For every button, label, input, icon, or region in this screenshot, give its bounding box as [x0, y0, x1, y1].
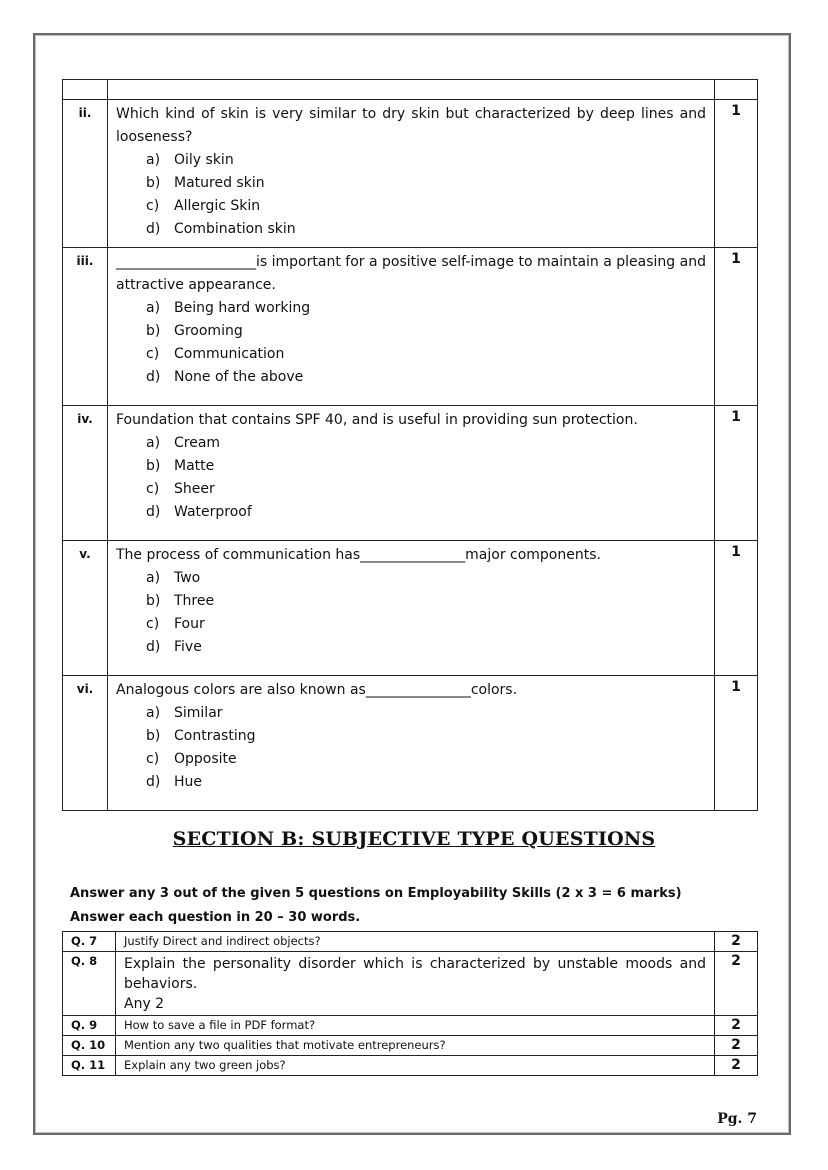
options-list: [116, 567, 706, 659]
instruction-line-2: Answer each question in 20 – 30 words.: [70, 910, 361, 925]
option-b: b) Matte: [146, 458, 215, 474]
question-row-v: [63, 541, 758, 676]
question-stem: The process of communication has_______________major components.: [116, 547, 601, 563]
question-number: v.: [63, 541, 108, 676]
option-a: a) Oily skin: [146, 152, 234, 168]
marks-value: 1: [715, 676, 758, 811]
question-stem: Analogous colors are also known as_______________colors.: [116, 682, 518, 698]
marks-value: 2: [715, 932, 758, 952]
question-stem: ____________________is important for a positive self-image to maintain a pleasing and attractive appearance.: [116, 254, 706, 293]
question-number: vi.: [63, 676, 108, 811]
question-text: Mention any two qualities that motivate entrepreneurs?: [116, 1036, 715, 1056]
question-number: Q. 8: [63, 952, 116, 1016]
marks-value: 1: [715, 541, 758, 676]
question-text: Explain the personality disorder which is characterized by unstable moods and behaviors.: [124, 956, 706, 992]
options-list: [116, 297, 706, 389]
option-d: d) Waterproof: [146, 504, 252, 520]
marks-value: 1: [715, 100, 758, 248]
marks-value: 2: [715, 1016, 758, 1036]
section-b-title: SECTION B: SUBJECTIVE TYPE QUESTIONS: [172, 828, 656, 850]
question-number: Q. 10: [63, 1036, 116, 1056]
instruction-line-1: Answer any 3 out of the given 5 questions on Employability Skills (2 x 3 = 6 marks): [70, 886, 682, 901]
question-note: Any 2: [124, 996, 165, 1012]
question-number: Q. 7: [63, 932, 116, 952]
marks-value: 1: [715, 248, 758, 406]
option-d: d) Five: [146, 639, 202, 655]
option-a: a) Being hard working: [146, 300, 311, 316]
option-c: c) Allergic Skin: [146, 198, 261, 214]
option-c: c) Four: [146, 616, 205, 632]
question-row-ii: [63, 100, 758, 248]
option-b: b) Matured skin: [146, 175, 265, 191]
question-stem: Foundation that contains SPF 40, and is useful in providing sun protection.: [116, 412, 638, 428]
options-list: [116, 432, 706, 524]
subjective-questions-table: [62, 931, 758, 1076]
page-number: Pg. 7: [717, 1111, 757, 1127]
marks-value: 2: [715, 952, 758, 1016]
question-stem: Which kind of skin is very similar to dry skin but characterized by deep lines and looseness?: [116, 106, 706, 145]
marks-value: 2: [715, 1036, 758, 1056]
table-row: [63, 952, 758, 1016]
marks-value: 2: [715, 1056, 758, 1076]
option-d: d) Hue: [146, 774, 203, 790]
option-a: a) Similar: [146, 705, 223, 721]
table-row: [63, 932, 758, 952]
question-number: ii.: [63, 100, 108, 248]
objective-questions-table: [62, 79, 758, 811]
option-d: d) None of the above: [146, 369, 304, 385]
options-list: [116, 149, 706, 241]
table-header-row: [63, 80, 758, 100]
option-c: c) Sheer: [146, 481, 215, 497]
question-row-vi: [63, 676, 758, 811]
question-row-iii: [63, 248, 758, 406]
option-c: c) Opposite: [146, 751, 237, 767]
question-number: iii.: [63, 248, 108, 406]
option-b: b) Grooming: [146, 323, 243, 339]
option-d: d) Combination skin: [146, 221, 296, 237]
question-text: Justify Direct and indirect objects?: [116, 932, 715, 952]
option-a: a) Cream: [146, 435, 221, 451]
table-row: [63, 1036, 758, 1056]
question-row-iv: [63, 406, 758, 541]
marks-value: 1: [715, 406, 758, 541]
question-text: Explain any two green jobs?: [116, 1056, 715, 1076]
table-row: [63, 1016, 758, 1036]
option-c: c) Communication: [146, 346, 285, 362]
option-a: a) Two: [146, 570, 201, 586]
question-number: iv.: [63, 406, 108, 541]
option-b: b) Three: [146, 593, 215, 609]
options-list: [116, 702, 706, 794]
question-text: How to save a file in PDF format?: [116, 1016, 715, 1036]
question-number: Q. 9: [63, 1016, 116, 1036]
table-row: [63, 1056, 758, 1076]
question-number: Q. 11: [63, 1056, 116, 1076]
option-b: b) Contrasting: [146, 728, 256, 744]
